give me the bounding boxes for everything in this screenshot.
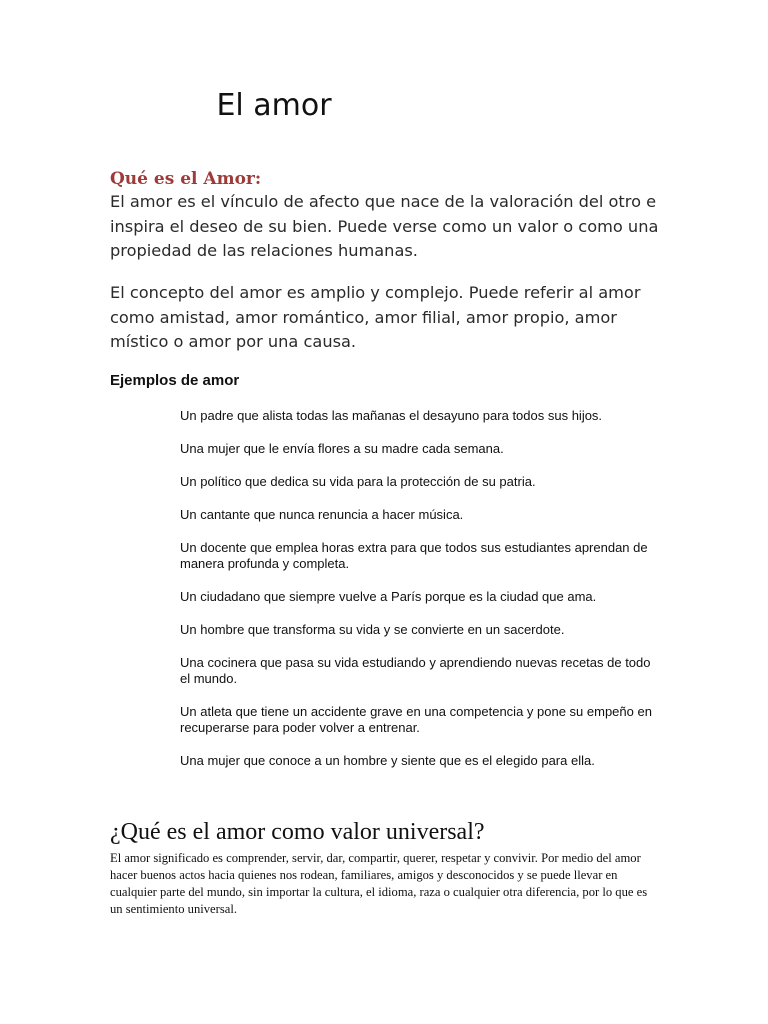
examples-list [180,408,660,786]
examples-heading: Ejemplos de amor [110,372,240,389]
list-item: Un cantante que nunca renuncia a hacer música. [180,507,464,522]
universal-value-paragraph: El amor significado es comprender, servir, dar, compartir, querer, respetar y convivir. Por medio del amor hacer buenos actos hacia quienes nos rodean, familiares, amigos y desconocidos y se puede llevar en cualquier parte del mundo, sin importar la cultura, el idioma, raza o cualquier otra diferencia, por lo que es un sentimiento universal. [110,851,648,916]
section-heading-que-es-el-amor: Qué es el Amor: [110,169,262,189]
document-title: El amor [216,88,332,123]
paragraph-definition: El amor es el vínculo de afecto que nace de la valoración del otro e inspira el deseo de su bien. Puede verse como un valor o como una propiedad de las relaciones humanas. [110,192,659,260]
list-item: Un político que dedica su vida para la protección de su patria. [180,474,536,489]
list-item: Una mujer que conoce a un hombre y siente que es el elegido para ella. [180,753,595,768]
list-item: Un hombre que transforma su vida y se convierte en un sacerdote. [180,622,565,637]
list-item: Un ciudadano que siempre vuelve a París porque es la ciudad que ama. [180,589,597,604]
list-item: Una cocinera que pasa su vida estudiando y aprendiendo nuevas recetas de todo el mundo. [180,655,651,686]
list-item: Un docente que emplea horas extra para que todos sus estudiantes aprendan de manera profunda y completa. [180,540,648,571]
list-item: Una mujer que le envía flores a su madre cada semana. [180,441,504,456]
paragraph-concept: El concepto del amor es amplio y complejo. Puede referir al amor como amistad, amor romántico, amor filial, amor propio, amor místico o amor por una causa. [110,283,641,351]
universal-value-heading: ¿Qué es el amor como valor universal? [110,819,485,845]
list-item: Un padre que alista todas las mañanas el desayuno para todos sus hijos. [180,408,603,423]
list-item: Un atleta que tiene un accidente grave en una competencia y pone su empeño en recuperarse para poder volver a entrenar. [180,704,652,735]
